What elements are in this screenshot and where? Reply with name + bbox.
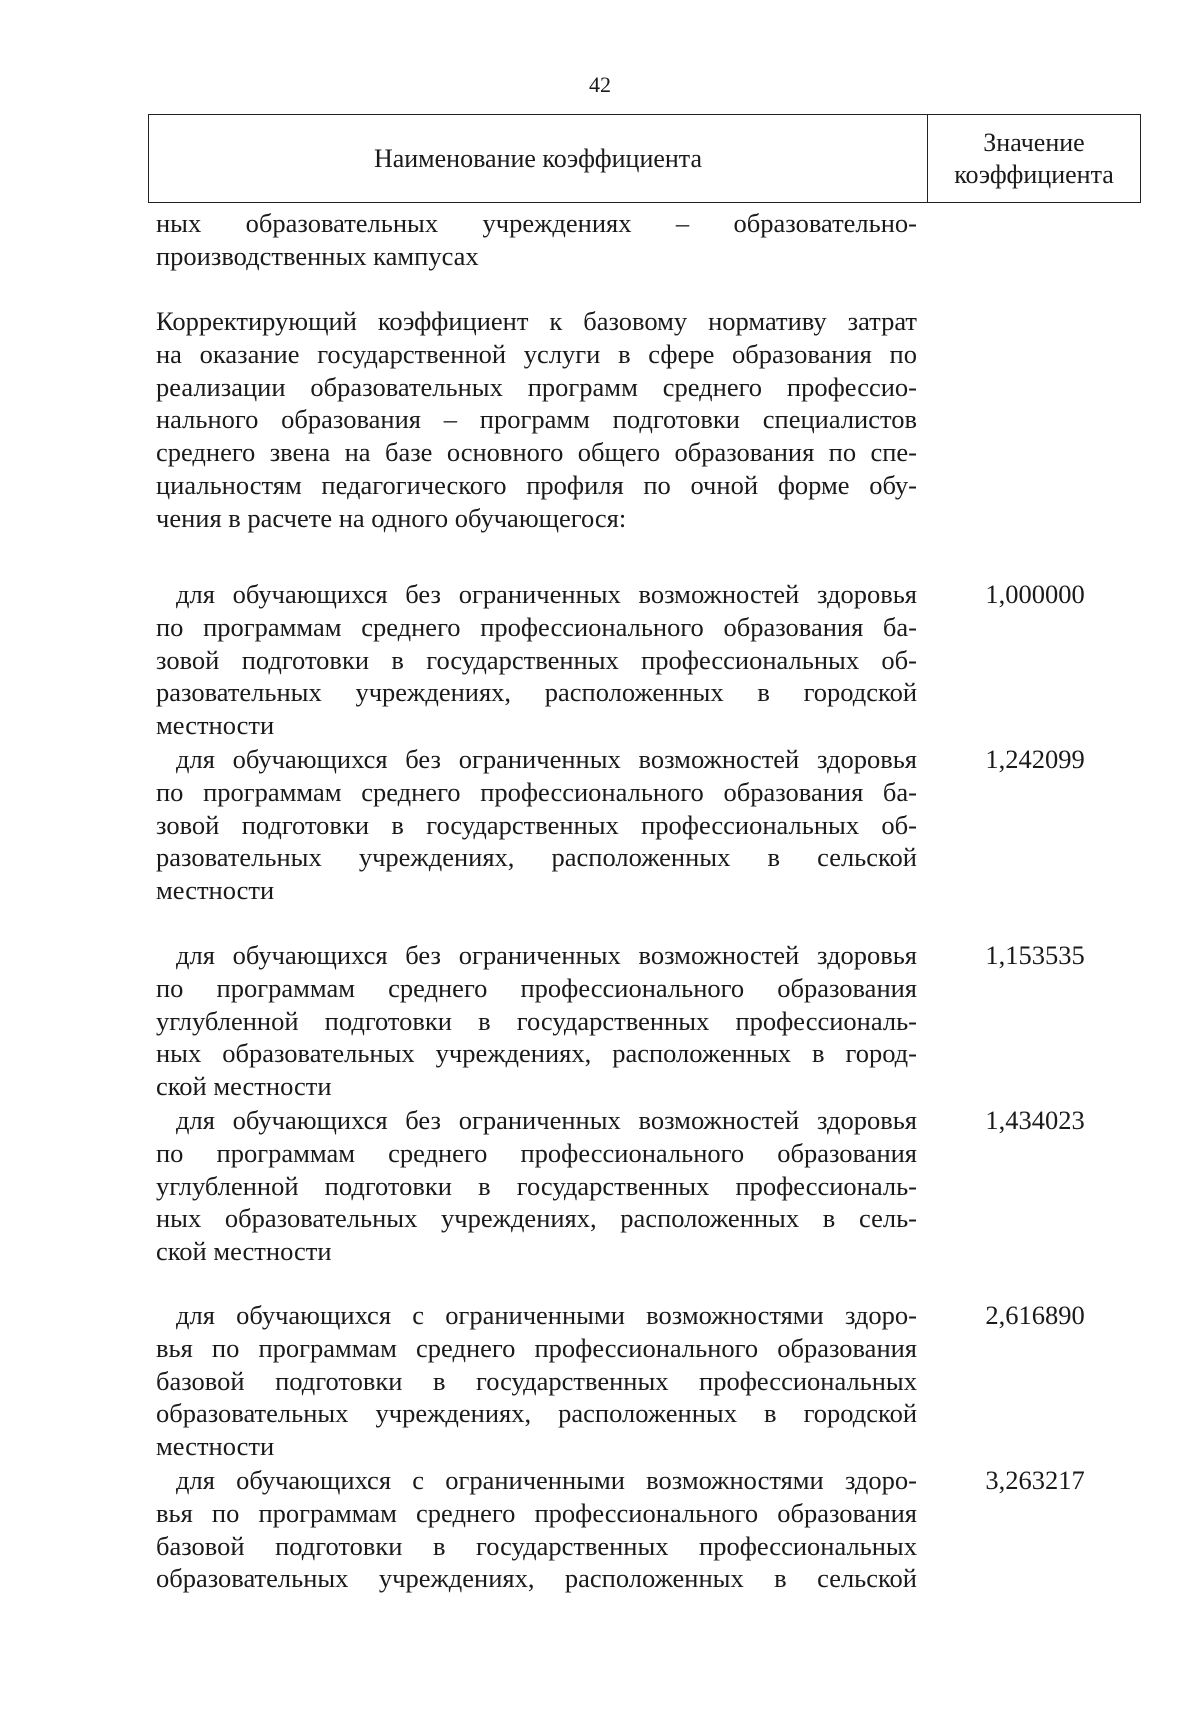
text-line: реализации образовательных программ среднего профессио- xyxy=(156,371,917,402)
text-line: вья по программам среднего профессионального образования xyxy=(156,1332,917,1363)
text-line: базовой подготовки в государственных профессиональных xyxy=(156,1365,917,1396)
coefficient-description xyxy=(156,1464,917,1595)
text-line: образовательных учреждениях, расположенных в городской xyxy=(156,1398,917,1429)
text-line: ных образовательных учреждениях – образовательно- xyxy=(156,208,917,238)
coefficient-value: 1,242099 xyxy=(985,744,1085,774)
coefficient-value: 2,616890 xyxy=(985,1300,1085,1330)
text-line: вья по программам среднего профессионального образования xyxy=(156,1497,917,1528)
column-header-value-line1: Значение xyxy=(983,127,1085,157)
text-line: производственных кампусах xyxy=(156,240,479,271)
page-number: 42 xyxy=(589,72,611,97)
text-line: для обучающихся с ограниченными возможностями здоро- xyxy=(176,1465,917,1495)
text-line: для обучающихся без ограниченных возможностей здоровья xyxy=(176,744,917,774)
text-line: ской местности xyxy=(156,1236,332,1267)
coefficient-description xyxy=(156,1299,917,1463)
text-line: по программам среднего профессионального образования ба- xyxy=(156,611,917,642)
text-line: углубленной подготовки в государственных профессиональ- xyxy=(156,1005,917,1036)
coefficient-value: 1,434023 xyxy=(985,1105,1085,1135)
text-line: зовой подготовки в государственных профессиональных об- xyxy=(156,809,917,840)
section-heading xyxy=(156,305,917,535)
text-line: по программам среднего профессионального образования xyxy=(156,1137,917,1168)
text-line: циальностям педагогического профиля по очной форме обу- xyxy=(156,469,917,500)
text-line: Корректирующий коэффициент к базовому нормативу затрат xyxy=(156,306,917,336)
coefficient-value: 3,263217 xyxy=(985,1465,1085,1495)
text-line: на оказание государственной услуги в сфере образования по xyxy=(156,338,917,369)
coefficient-value: 1,153535 xyxy=(985,940,1085,970)
coefficient-value: 1,000000 xyxy=(985,579,1085,609)
coefficient-description xyxy=(156,939,917,1103)
text-line: для обучающихся без ограниченных возможностей здоровья xyxy=(176,579,917,609)
text-line: нального образования – программ подготовки специалистов xyxy=(156,404,917,435)
continuation-text xyxy=(156,207,917,273)
text-line: разовательных учреждениях, расположенных в сельской xyxy=(156,842,917,873)
text-line: углубленной подготовки в государственных профессиональ- xyxy=(156,1170,917,1201)
text-line: ской местности xyxy=(156,1071,332,1102)
text-line: для обучающихся без ограниченных возможностей здоровья xyxy=(176,1105,917,1135)
text-line: по программам среднего профессионального образования xyxy=(156,972,917,1003)
coefficient-description xyxy=(156,578,917,742)
column-header-name: Наименование коэффициента xyxy=(149,115,928,202)
text-line: ных образовательных учреждениях, расположенных в сель- xyxy=(156,1203,917,1234)
text-line: чения в расчете на одного обучающегося: xyxy=(156,502,627,533)
column-header-value-line2: коэффициента xyxy=(954,159,1114,189)
text-line: ных образовательных учреждениях, расположенных в город- xyxy=(156,1038,917,1069)
text-line: для обучающихся без ограниченных возможностей здоровья xyxy=(176,940,917,970)
coefficient-description xyxy=(156,743,917,907)
column-header-value xyxy=(928,115,1140,202)
text-line: местности xyxy=(156,875,275,906)
text-line: среднего звена на базе основного общего образования по спе- xyxy=(156,437,917,468)
text-line: местности xyxy=(156,710,275,741)
text-line: для обучающихся с ограниченными возможностями здоро- xyxy=(176,1300,917,1330)
text-line: зовой подготовки в государственных профессиональных об- xyxy=(156,644,917,675)
text-line: базовой подготовки в государственных профессиональных xyxy=(156,1530,917,1561)
text-line: по программам среднего профессионального образования ба- xyxy=(156,776,917,807)
text-line: образовательных учреждениях, расположенных в сельской xyxy=(156,1563,917,1594)
table-header xyxy=(148,114,1141,203)
coefficient-description xyxy=(156,1104,917,1268)
text-line: местности xyxy=(156,1431,275,1462)
text-line: разовательных учреждениях, расположенных в городской xyxy=(156,677,917,708)
